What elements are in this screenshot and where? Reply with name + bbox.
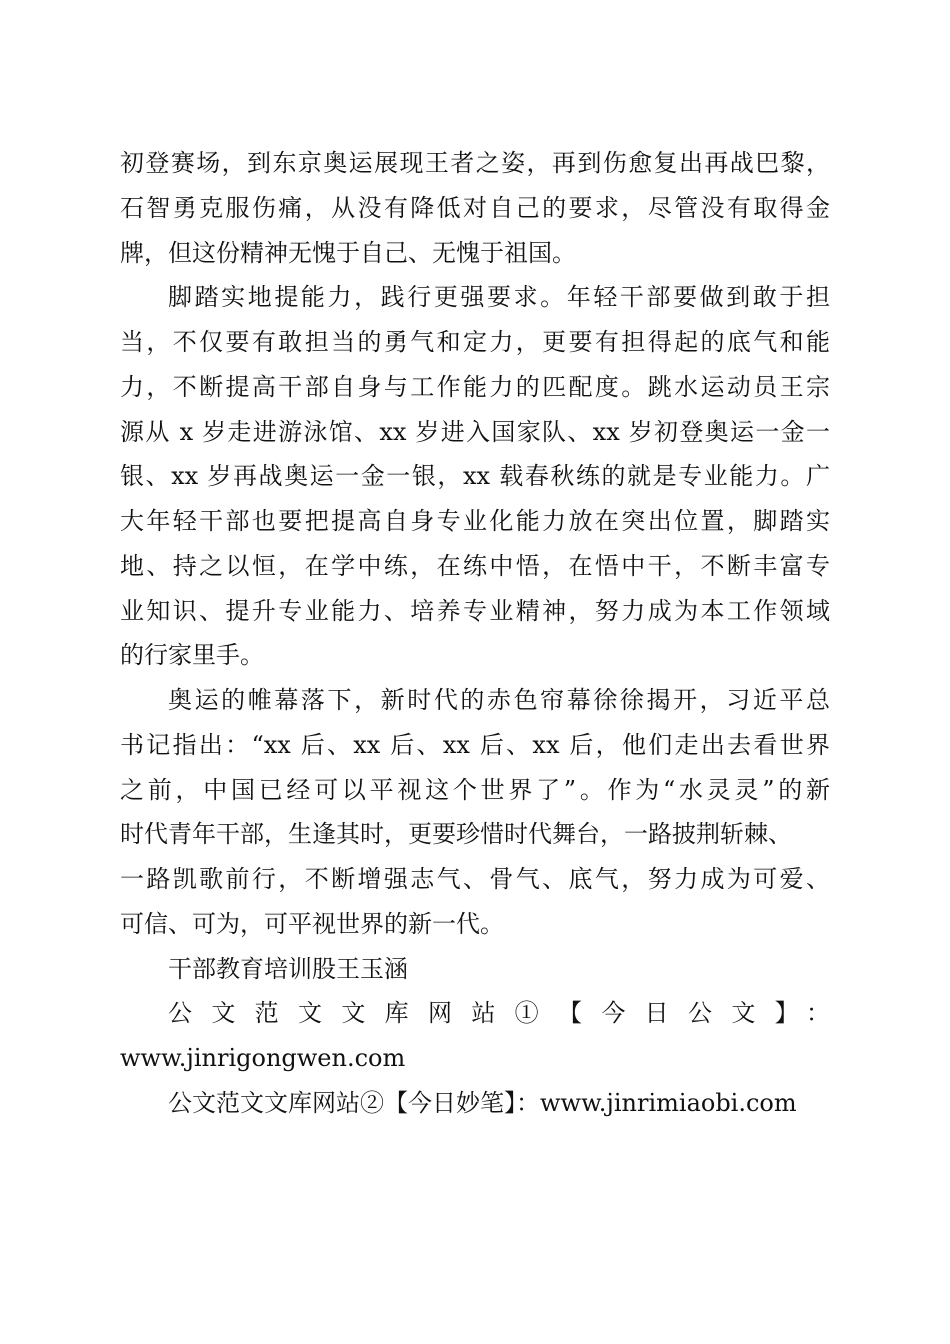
website-reference — [120, 991, 830, 1081]
text-line: 一路凯歌前行，不断增强志气、骨气、底气，努力成为可爱、 — [120, 865, 830, 893]
paragraph — [120, 141, 830, 275]
text-line: 可信、可为，可平视世界的新一代。 — [120, 909, 504, 938]
text-line: 的行家里手。 — [120, 641, 264, 670]
document-page — [120, 141, 830, 1126]
website-label: 公文范文文库网站①【今日公文】： — [168, 999, 830, 1028]
text-line: 当，不仅要有敢担当的勇气和定力，更要有担得起的底气和能 — [120, 328, 830, 356]
text-line: 牌，但这份精神无愧于自己、无愧于祖国。 — [120, 238, 576, 267]
text-line: 脚踏实地提能力，践行更强要求。年轻干部要做到敢于担 — [168, 283, 830, 312]
paragraph — [120, 678, 830, 947]
text-line: 地、持之以恒，在学中练，在练中悟，在悟中干，不断丰富专 — [120, 551, 830, 580]
text-line: 奥运的帷幕落下，新时代的赤色帘幕徐徐揭开，习近平总 — [168, 686, 830, 714]
website-reference — [120, 1081, 830, 1126]
paragraph — [120, 275, 830, 678]
text-line: 力，不断提高干部自身与工作能力的匹配度。跳水运动员王宗 — [120, 372, 830, 401]
text-line: 大年轻干部也要把提高自身专业化能力放在突出位置，脚踏实 — [120, 507, 830, 535]
text-line: 初登赛场，到东京奥运展现王者之姿，再到伤愈复出再战巴黎， — [120, 149, 830, 177]
text-line: 之前，中国已经可以平视这个世界了”。作为“水灵灵”的新 — [120, 775, 830, 804]
text-line: 源从 x 岁走进游泳馆、xx 岁进入国家队、xx 岁初登奥运一金一 — [120, 417, 830, 446]
author-line — [120, 947, 830, 992]
author-name: 干部教育培训股王玉涵 — [168, 954, 408, 983]
text-line: 业知识、提升专业能力、培养专业精神，努力成为本工作领域 — [120, 596, 830, 625]
website-url[interactable]: www.jinrigongwen.com — [120, 1044, 406, 1072]
text-line: 时代青年干部，生逢其时，更要珍惜时代舞台，一路披荆斩棘、 — [120, 820, 792, 849]
website-line[interactable]: 公文范文文库网站②【今日妙笔】：www.jinrimiaobi.com — [168, 1088, 797, 1117]
text-line: 书记指出：“xx 后、xx 后、xx 后、xx 后，他们走出去看世界 — [120, 730, 830, 759]
text-line: 银、xx 岁再战奥运一金一银，xx 载春秋练的就是专业能力。广 — [120, 462, 830, 491]
text-line: 石智勇克服伤痛，从没有降低对自己的要求，尽管没有取得金 — [120, 193, 830, 222]
